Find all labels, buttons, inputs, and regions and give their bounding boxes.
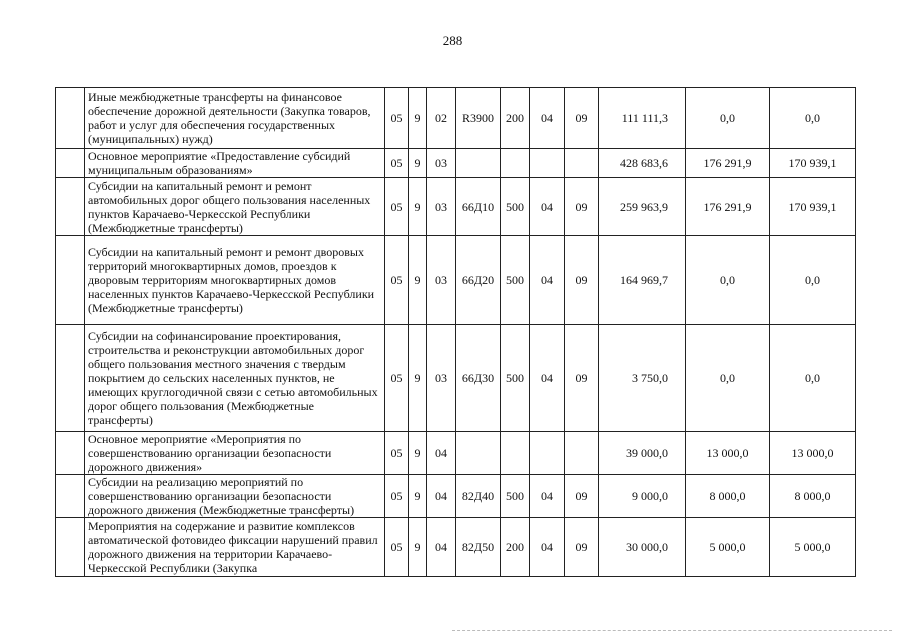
- table-body: [56, 88, 856, 577]
- event-code: 03: [427, 325, 456, 432]
- program-code: 05: [385, 518, 409, 577]
- table-row: [56, 236, 856, 325]
- expense-direction-code: [456, 149, 501, 178]
- event-code: 03: [427, 149, 456, 178]
- row-left-margin: [56, 518, 85, 577]
- subprogram-code: 9: [409, 475, 427, 518]
- amount-year-2: 0,0: [686, 236, 770, 325]
- program-code: 05: [385, 236, 409, 325]
- amount-year-1: 428 683,6: [599, 149, 686, 178]
- expense-type-code: 500: [501, 178, 530, 236]
- expense-type-code: 200: [501, 88, 530, 149]
- program-code: 05: [385, 475, 409, 518]
- event-code: 04: [427, 432, 456, 475]
- row-description: Субсидии на капитальный ремонт и ремонт автомобильных дорог общего пользования населенных пунктов Карачаево-Черкесской Республики (Межбюджетные трансферты): [85, 178, 385, 236]
- expense-direction-code: 82Д40: [456, 475, 501, 518]
- table-row: [56, 325, 856, 432]
- program-code: 05: [385, 88, 409, 149]
- section-code: 04: [530, 178, 565, 236]
- event-code: 03: [427, 178, 456, 236]
- section-code: 04: [530, 325, 565, 432]
- section-code: 04: [530, 88, 565, 149]
- subprogram-code: 9: [409, 149, 427, 178]
- amount-year-2: 13 000,0: [686, 432, 770, 475]
- amount-year-1: 30 000,0: [599, 518, 686, 577]
- amount-year-2: 8 000,0: [686, 475, 770, 518]
- section-code: [530, 149, 565, 178]
- amount-year-1: 3 750,0: [599, 325, 686, 432]
- subprogram-code: 9: [409, 325, 427, 432]
- subsection-code: 09: [565, 475, 599, 518]
- subsection-code: 09: [565, 518, 599, 577]
- program-code: 05: [385, 432, 409, 475]
- row-left-margin: [56, 432, 85, 475]
- row-left-margin: [56, 178, 85, 236]
- bottom-rule: [452, 630, 892, 632]
- row-description: Субсидии на реализацию мероприятий по совершенствованию организации безопасности дорожного движения (Межбюджетные трансферты): [85, 475, 385, 518]
- amount-year-3: 0,0: [770, 325, 856, 432]
- row-description: Субсидии на софинансирование проектирования, строительства и реконструкции автомобильных дорог общего пользования местного значения с твердым покрытием до сельских населенных пунктов, не имеющих круглогодичной связи с сетью автомобильных дорог общего пользования (Межбюджетные трансферты): [85, 325, 385, 432]
- amount-year-2: 0,0: [686, 88, 770, 149]
- section-code: [530, 432, 565, 475]
- amount-year-1: 164 969,7: [599, 236, 686, 325]
- expense-type-code: 500: [501, 325, 530, 432]
- amount-year-3: 170 939,1: [770, 178, 856, 236]
- amount-year-3: 5 000,0: [770, 518, 856, 577]
- amount-year-2: 176 291,9: [686, 149, 770, 178]
- row-left-margin: [56, 325, 85, 432]
- event-code: 02: [427, 88, 456, 149]
- row-description: Основное мероприятие «Мероприятия по совершенствованию организации безопасности дорожного движения»: [85, 432, 385, 475]
- subsection-code: [565, 432, 599, 475]
- subsection-code: 09: [565, 88, 599, 149]
- program-code: 05: [385, 178, 409, 236]
- row-left-margin: [56, 149, 85, 178]
- expense-type-code: [501, 149, 530, 178]
- amount-year-1: 259 963,9: [599, 178, 686, 236]
- expense-type-code: 500: [501, 236, 530, 325]
- program-code: 05: [385, 325, 409, 432]
- row-left-margin: [56, 88, 85, 149]
- table-row: [56, 178, 856, 236]
- subprogram-code: 9: [409, 236, 427, 325]
- expense-type-code: 500: [501, 475, 530, 518]
- event-code: 04: [427, 518, 456, 577]
- section-code: 04: [530, 518, 565, 577]
- subsection-code: 09: [565, 325, 599, 432]
- program-code: 05: [385, 149, 409, 178]
- subprogram-code: 9: [409, 178, 427, 236]
- subsection-code: 09: [565, 178, 599, 236]
- event-code: 04: [427, 475, 456, 518]
- expense-direction-code: 66Д10: [456, 178, 501, 236]
- table-row: [56, 432, 856, 475]
- expense-direction-code: 66Д20: [456, 236, 501, 325]
- subprogram-code: 9: [409, 88, 427, 149]
- subsection-code: 09: [565, 236, 599, 325]
- amount-year-3: 0,0: [770, 236, 856, 325]
- amount-year-3: 13 000,0: [770, 432, 856, 475]
- amount-year-2: 176 291,9: [686, 178, 770, 236]
- subprogram-code: 9: [409, 432, 427, 475]
- row-left-margin: [56, 475, 85, 518]
- expense-direction-code: R3900: [456, 88, 501, 149]
- amount-year-3: 8 000,0: [770, 475, 856, 518]
- expense-direction-code: 66Д30: [456, 325, 501, 432]
- row-description: Основное мероприятие «Предоставление субсидий муниципальным образованиям»: [85, 149, 385, 178]
- row-left-margin: [56, 236, 85, 325]
- table-row: [56, 88, 856, 149]
- row-description: Мероприятия на содержание и развитие комплексов автоматической фотовидео фиксации нарушений правил дорожного движения на территории Карачаево-Черкесской Республики (Закупка: [85, 518, 385, 577]
- budget-table: [55, 87, 856, 577]
- section-code: 04: [530, 236, 565, 325]
- table-row: [56, 475, 856, 518]
- table-row: [56, 149, 856, 178]
- expense-type-code: [501, 432, 530, 475]
- subprogram-code: 9: [409, 518, 427, 577]
- amount-year-3: 170 939,1: [770, 149, 856, 178]
- subsection-code: [565, 149, 599, 178]
- event-code: 03: [427, 236, 456, 325]
- expense-direction-code: 82Д50: [456, 518, 501, 577]
- amount-year-2: 0,0: [686, 325, 770, 432]
- expense-direction-code: [456, 432, 501, 475]
- page-number: 288: [442, 33, 463, 48]
- row-description: Иные межбюджетные трансферты на финансовое обеспечение дорожной деятельности (Закупка товаров, работ и услуг для обеспечения государственных (муниципальных) нужд): [85, 88, 385, 149]
- section-code: 04: [530, 475, 565, 518]
- amount-year-1: 9 000,0: [599, 475, 686, 518]
- expense-type-code: 200: [501, 518, 530, 577]
- table-row: [56, 518, 856, 577]
- row-description: Субсидии на капитальный ремонт и ремонт дворовых территорий многоквартирных домов, проездов к дворовым территориям многоквартирных домов населенных пунктов Карачаево-Черкесской Республики (Межбюджетные трансферты): [85, 236, 385, 325]
- amount-year-2: 5 000,0: [686, 518, 770, 577]
- amount-year-3: 0,0: [770, 88, 856, 149]
- amount-year-1: 111 111,3: [599, 88, 686, 149]
- amount-year-1: 39 000,0: [599, 432, 686, 475]
